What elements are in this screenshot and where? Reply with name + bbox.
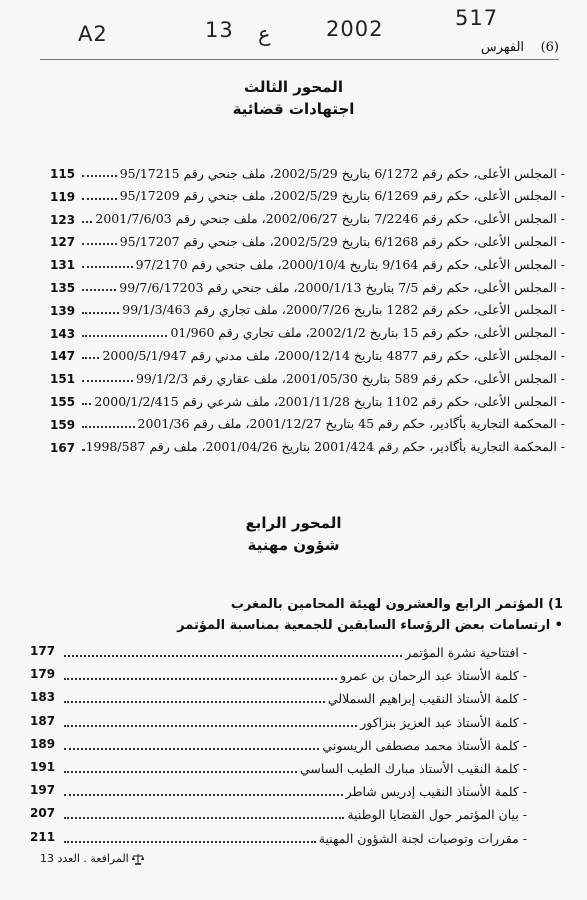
conference-item-page: 183 [30, 690, 56, 705]
footer [40, 852, 144, 865]
conference-item-page: 211 [30, 829, 56, 844]
conference-item [30, 800, 527, 823]
toc-entry-text: - المجلس الأعلى، حكم رقم 1282 بتاريخ 2000/7/26، ملف تجاري رقم 99/1/3/463 [122, 302, 565, 318]
toc-entry-page: 127 [50, 235, 76, 250]
toc-entry-text: - المجلس الأعلى، حكم رقم 4877 بتاريخ 2000/12/14، ملف مدني رقم 2000/5/1/947 [102, 347, 565, 363]
toc-entry [50, 318, 565, 340]
toc-entry [50, 295, 565, 317]
toc-entry [50, 249, 565, 271]
dot-leader [82, 403, 91, 405]
conference-item [30, 661, 527, 684]
dot-leader [64, 701, 325, 703]
dot-leader [82, 449, 83, 451]
handwritten-number: 13 [205, 18, 234, 42]
conference-item-page: 179 [30, 667, 56, 682]
conference-item-page: 207 [30, 806, 56, 821]
dot-leader [82, 221, 92, 223]
toc-entry-page: 167 [50, 440, 76, 455]
dot-leader [82, 312, 119, 314]
toc-entry-page: 115 [50, 167, 76, 181]
dot-leader [64, 817, 344, 819]
conference-item [30, 638, 527, 660]
toc-entry-text: - المجلس الأعلى، حكم رقم 6/1272 بتاريخ 2002/5/29، ملف جنحي رقم 95/17215 [119, 165, 565, 181]
conference-item-page: 177 [30, 644, 56, 658]
conference-item [30, 708, 527, 730]
dot-leader [82, 243, 117, 245]
dot-leader [64, 655, 402, 657]
toc-entry-text: - المجلس الأعلى، حكم رقم 15 بتاريخ 2002/1/2، ملف تجاري رقم 01/960 [170, 325, 565, 341]
conference-item-text: - كلمة الأستاذ عبد الرحمان بن عمرو [340, 668, 527, 684]
dot-leader [82, 266, 133, 268]
toc-entry [50, 386, 565, 408]
toc-entry [50, 181, 565, 203]
conference-item-text: - كلمة الأستاذ محمد مصطفى الريسوني [322, 737, 527, 753]
header-divider [40, 59, 559, 60]
dot-leader [64, 771, 297, 773]
dot-leader [64, 725, 357, 727]
toc-entry-page: 123 [50, 212, 76, 227]
toc-entry [50, 204, 565, 226]
dot-leader [82, 335, 167, 337]
toc-entry [50, 272, 565, 294]
scales-logo-icon [132, 853, 144, 865]
dot-leader [64, 748, 319, 750]
toc-entry-text: - المحكمة التجارية بأگادير، حكم رقم 45 بتاريخ 2001/12/27، ملف رقم 2001/36 [137, 416, 565, 432]
toc-entry [50, 340, 565, 362]
dot-leader [82, 426, 135, 428]
conference-item [30, 777, 527, 800]
conference-item-page: 187 [30, 713, 56, 728]
toc-entry-page: 159 [50, 417, 76, 432]
conference-item-text: - مقررات وتوصيات لجنة الشؤون المهنية [318, 830, 527, 846]
toc-entry-page: 131 [50, 258, 76, 273]
toc-entry [50, 226, 565, 248]
conference-item-text: - كلمة الأستاذ النقيب إدريس شاطر [345, 784, 527, 800]
conference-item-text: - كلمة النقيب الأستاذ مبارك الطيب الساسي [299, 761, 527, 776]
section3-subtitle: اجتهادات قضائية [232, 100, 355, 118]
conference-item-text: - افتتاحية نشرة المؤتمر [405, 645, 527, 660]
dot-leader [82, 198, 117, 200]
dot-leader [82, 289, 116, 291]
dot-leader [64, 841, 316, 843]
dot-leader [64, 678, 337, 680]
conference-title: 1) المؤتمر الرابع والعشرون لهيئة المحامين بالمغرب [230, 597, 563, 612]
dot-leader [82, 357, 99, 359]
conference-item [30, 684, 527, 707]
toc-entry [50, 363, 565, 385]
handwritten-ref: 517 [455, 6, 499, 30]
dot-leader [82, 175, 117, 177]
toc-entry-text: - المجلس الأعلى، حكم رقم 589 بتاريخ 2001/05/30، ملف عقاري رقم 99/1/2/3 [135, 370, 565, 386]
conference-item [30, 754, 527, 776]
handwritten-code: A2 [78, 22, 108, 46]
page-number: (6) [540, 40, 559, 55]
conference-item-text: - كلمة الأستاذ عبد العزيز بنزاكور [360, 714, 527, 730]
toc-entry [50, 432, 565, 454]
toc-entry-page: 135 [50, 281, 76, 295]
toc-entry-text: - المجلس الأعلى، حكم رقم 6/1269 بتاريخ 2002/5/29، ملف جنحي رقم 95/17209 [119, 188, 565, 204]
conference-item-page: 197 [30, 783, 56, 798]
handwritten-year: 2002 [326, 17, 384, 41]
footer-text: المرافعة . العدد 13 [40, 852, 129, 865]
conference-subtitle: • ارتسامات بعض الرؤساء السابقين للجمعية بمناسبة المؤتمر [177, 618, 563, 633]
section4-subtitle: شؤون مهنية [247, 536, 340, 554]
conference-item-text: - كلمة الأستاذ النقيب إبراهيم السملالي [327, 691, 527, 707]
toc-entry-page: 147 [50, 349, 76, 364]
toc-entry [50, 158, 565, 180]
conference-item-page: 189 [30, 736, 56, 751]
toc-entry-text: - المجلس الأعلى، حكم رقم 7/2246 بتاريخ 2002/06/27، ملف جنحي رقم 2001/7/6/03 [95, 211, 565, 227]
conference-item [30, 731, 527, 753]
toc-entry-page: 139 [50, 303, 76, 318]
dot-leader [82, 380, 133, 382]
handwritten-letter: ع [258, 22, 271, 46]
toc-entry-page: 119 [50, 189, 76, 204]
toc-entry-page: 143 [50, 326, 76, 341]
toc-entry-text: - المجلس الأعلى، حكم رقم 6/1268 بتاريخ 2002/5/29، ملف جنحي رقم 95/17207 [119, 233, 565, 249]
conference-item-page: 191 [30, 760, 56, 774]
running-header [481, 40, 559, 55]
conference-item [30, 824, 527, 846]
toc-entry [50, 409, 565, 431]
conference-item-text: - بيان المؤتمر حول القضايا الوطنية [347, 807, 527, 823]
dot-leader [64, 794, 343, 796]
toc-entry-text: - المجلس الأعلى، حكم رقم 9/164 بتاريخ 2000/10/4، ملف جنحي رقم 97/2170 [135, 256, 565, 272]
toc-entry-text: - المجلس الأعلى، حكم رقم 7/5 بتاريخ 2000/1/13، ملف جنحي رقم 99/7/6/17203 [119, 279, 565, 295]
section4-title: المحور الرابع [245, 514, 342, 532]
toc-entry-page: 155 [50, 395, 76, 409]
toc-entry-page: 151 [50, 372, 76, 387]
section3-title: المحور الثالث [244, 78, 343, 96]
index-title: الفهرس [480, 40, 525, 55]
toc-entry-text: - المحكمة التجارية بأگادير، حكم رقم 2001/424 بتاريخ 2001/04/26، ملف رقم 1998/587 [85, 439, 565, 455]
toc-entry-text: - المجلس الأعلى، حكم رقم 1102 بتاريخ 2001/11/28، ملف شرعي رقم 2000/1/2/415 [94, 393, 565, 409]
